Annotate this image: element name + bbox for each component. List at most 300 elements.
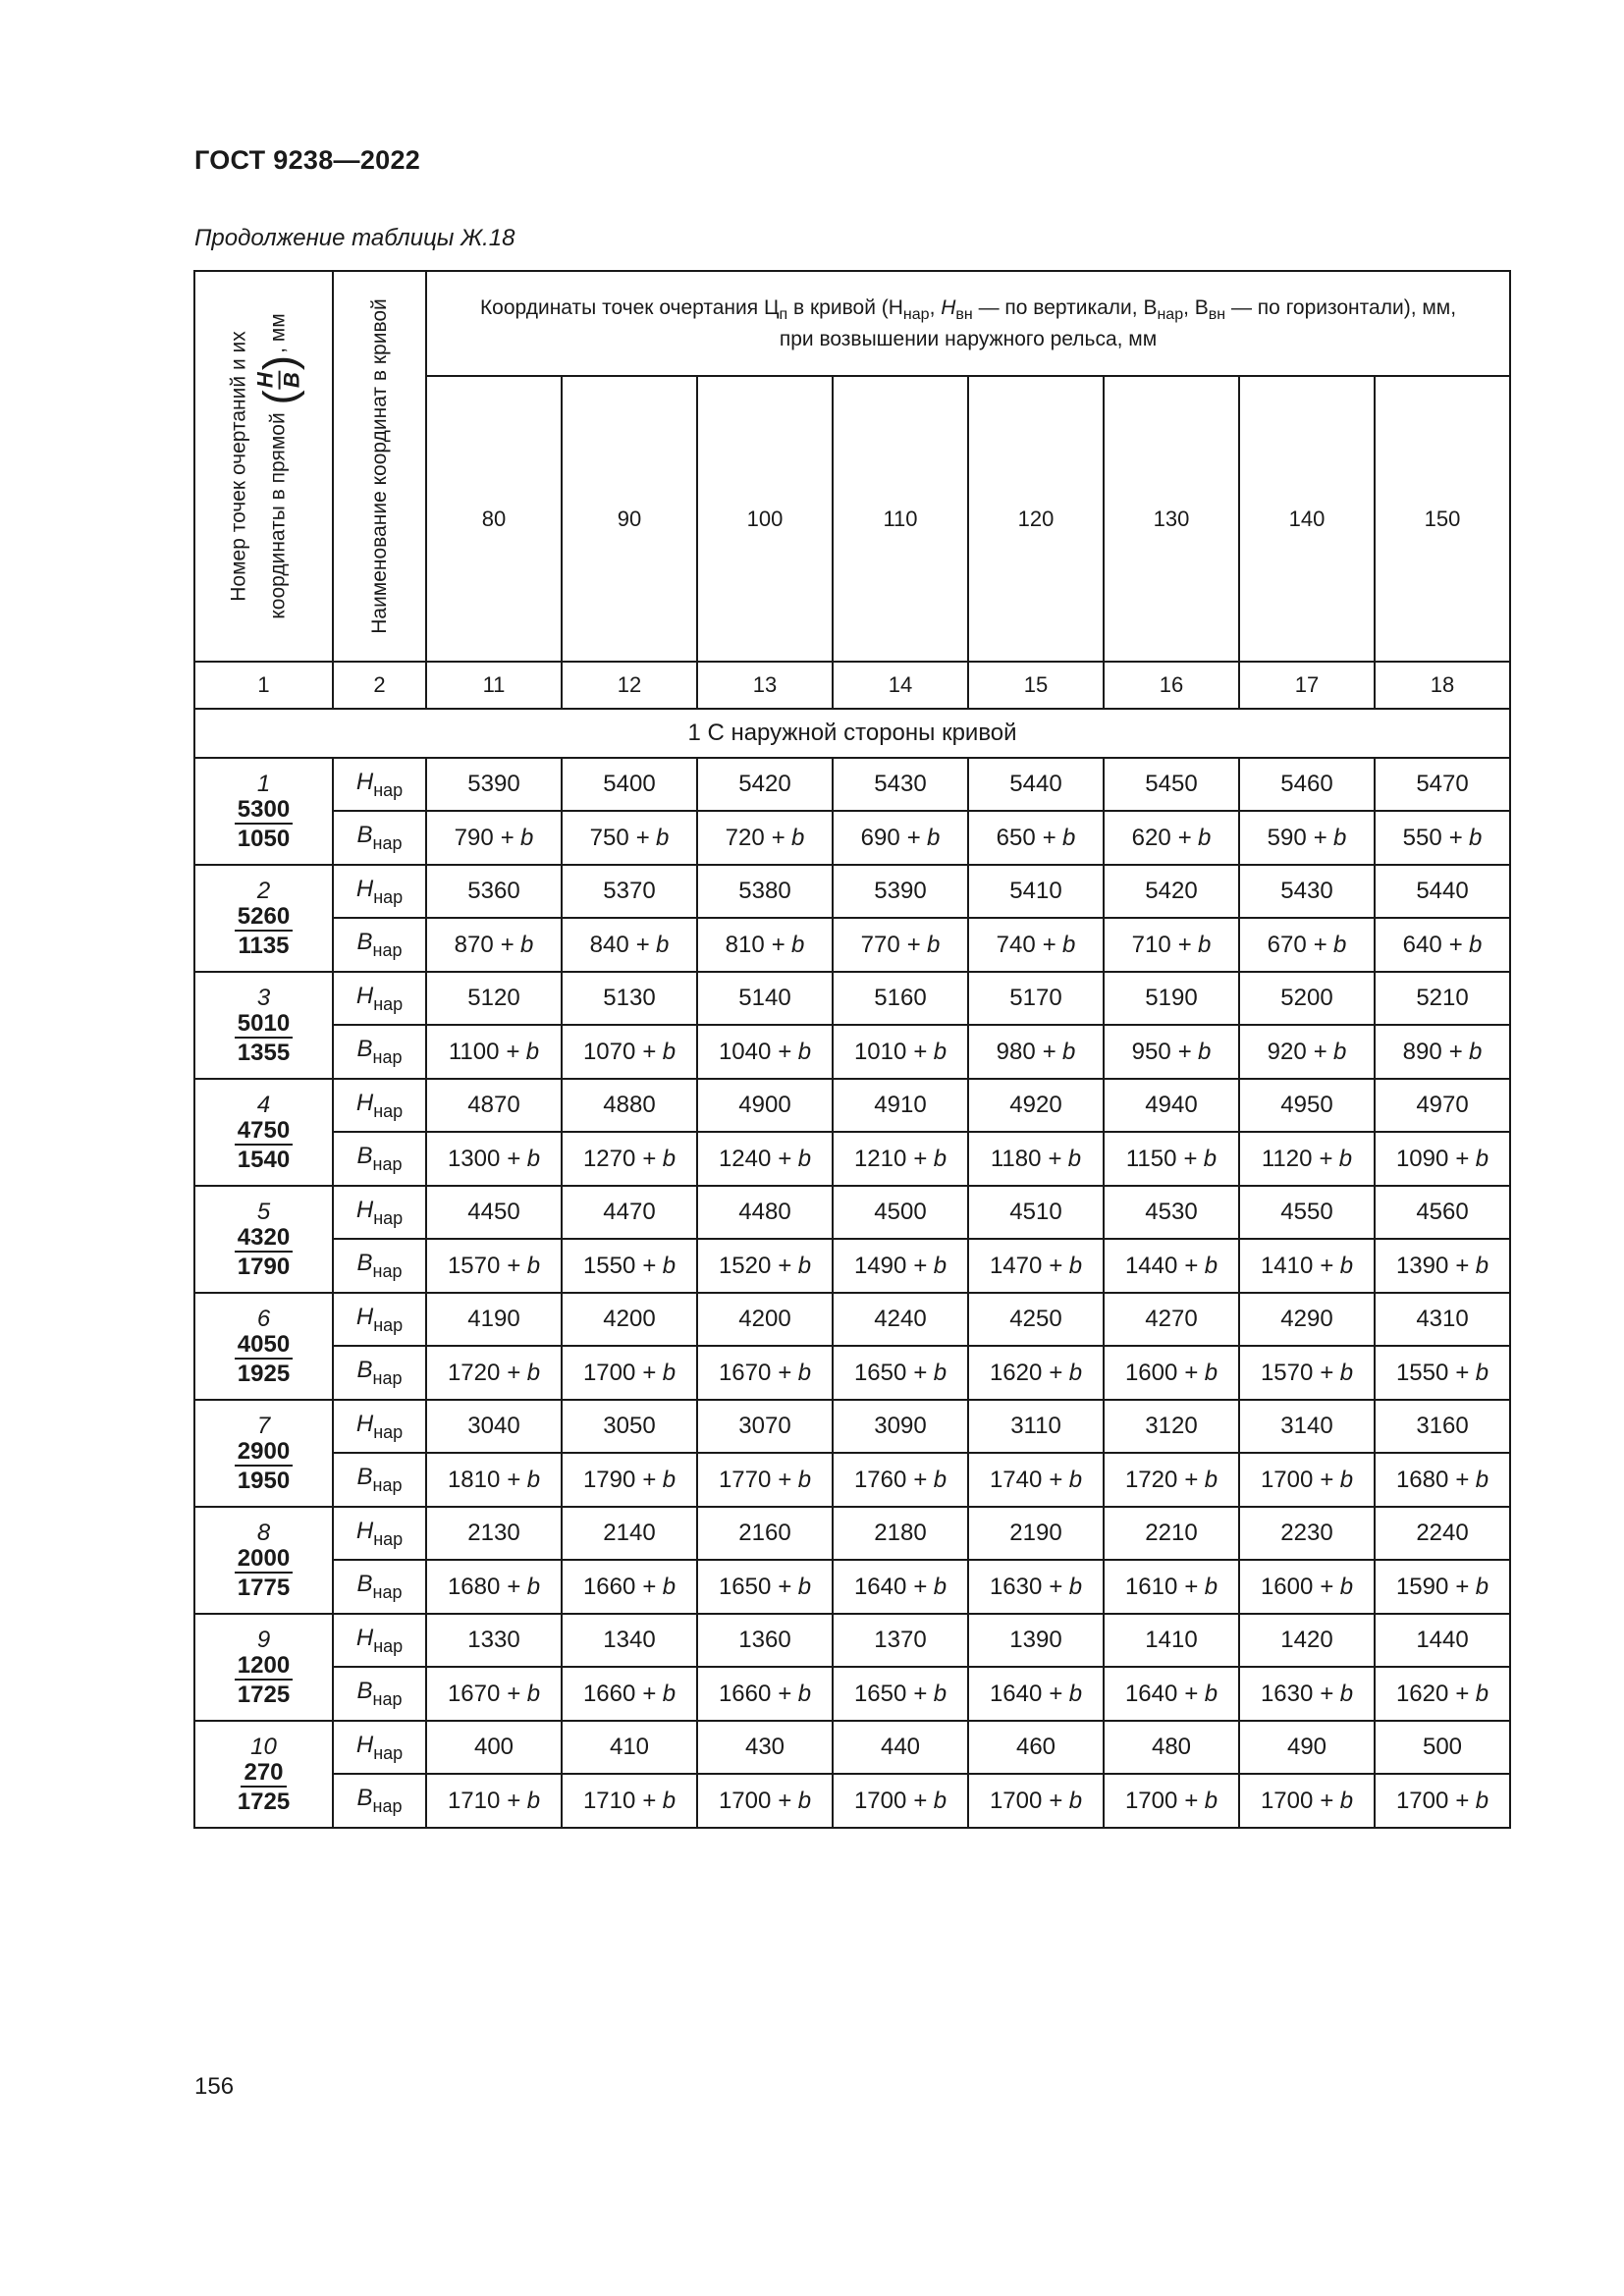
b-value: 1300	[447, 1145, 501, 1172]
b-value: 870	[454, 931, 494, 958]
plus-b: + b	[1455, 1145, 1489, 1172]
plus-b: + b	[642, 1466, 677, 1493]
coordinate-name-b	[333, 1453, 426, 1507]
b-value: 1520	[718, 1252, 772, 1279]
plus-b: + b	[1049, 1359, 1083, 1386]
plus-b: + b	[642, 1359, 677, 1386]
coordinate-name-h	[333, 1186, 426, 1239]
point-number: 6	[256, 1305, 271, 1332]
b-value: 650	[996, 824, 1036, 851]
b-value: 1620	[989, 1359, 1043, 1386]
b-value-cell	[833, 1132, 968, 1186]
column-number: 2	[333, 662, 426, 709]
coordinate-subscript: нар	[372, 1261, 403, 1282]
b-value: 1240	[718, 1145, 772, 1172]
b-value-cell	[968, 1346, 1104, 1400]
b-value: 1700	[1395, 1787, 1449, 1814]
point-straight-h: 2000	[235, 1547, 293, 1574]
b-value: 690	[860, 824, 900, 851]
plus-b: + b	[1042, 824, 1076, 851]
b-value-cell	[968, 1453, 1104, 1507]
elevation-header: 150	[1375, 376, 1510, 662]
b-value-cell	[697, 1667, 833, 1721]
coordinate-letter: Н	[355, 875, 374, 902]
plus-b: + b	[1319, 1145, 1353, 1172]
h-value-cell: 430	[697, 1721, 833, 1774]
b-value-cell	[562, 1667, 697, 1721]
h-value-cell: 1370	[833, 1614, 968, 1667]
b-value: 1720	[1124, 1466, 1178, 1493]
b-value: 1440	[1124, 1252, 1178, 1279]
plus-b: + b	[1042, 931, 1076, 958]
b-value-cell	[1104, 918, 1239, 972]
b-value-cell	[562, 1560, 697, 1614]
point-row-h	[194, 1186, 1510, 1239]
h-value-cell: 4920	[968, 1079, 1104, 1132]
h-value-cell: 4560	[1375, 1186, 1510, 1239]
point-straight-h: 270	[241, 1761, 286, 1788]
b-value-cell	[1239, 1667, 1375, 1721]
point-number: 8	[256, 1519, 271, 1546]
b-value-cell	[833, 1453, 968, 1507]
plus-b: + b	[1177, 931, 1212, 958]
coordinate-name-b	[333, 1346, 426, 1400]
b-value: 980	[996, 1038, 1036, 1065]
plus-b: + b	[1184, 1466, 1218, 1493]
b-value-cell	[562, 1025, 697, 1079]
b-value: 1590	[1395, 1573, 1449, 1600]
plus-b: + b	[1455, 1466, 1489, 1493]
column-number: 14	[833, 662, 968, 709]
b-value: 1740	[989, 1466, 1043, 1493]
point-straight-b: 1725	[237, 1681, 291, 1708]
b-value-cell	[1375, 1346, 1510, 1400]
coordinate-name-h	[333, 1614, 426, 1667]
coordinate-name-b	[333, 1132, 426, 1186]
b-value: 1720	[447, 1359, 501, 1386]
b-value: 1010	[853, 1038, 907, 1065]
coordinates-table	[193, 270, 1511, 1829]
b-value: 1390	[1395, 1252, 1449, 1279]
b-value: 1610	[1124, 1573, 1178, 1600]
coordinate-name-h	[333, 972, 426, 1025]
b-value: 1620	[1395, 1680, 1449, 1707]
b-value: 1710	[582, 1787, 636, 1814]
h-value-cell: 1340	[562, 1614, 697, 1667]
b-value: 1270	[582, 1145, 636, 1172]
coordinate-letter: Н	[355, 1089, 374, 1116]
h-value-cell: 400	[426, 1721, 562, 1774]
plus-b: + b	[778, 1680, 812, 1707]
b-value-cell	[697, 1132, 833, 1186]
b-value-cell	[697, 918, 833, 972]
header-point-number-line2: координаты в прямой ( H B ) , мм	[252, 313, 304, 619]
b-value: 1680	[447, 1573, 501, 1600]
h-value-cell: 4550	[1239, 1186, 1375, 1239]
h-value-cell: 1360	[697, 1614, 833, 1667]
plus-b: + b	[771, 931, 805, 958]
plus-b: + b	[1177, 1038, 1212, 1065]
b-value-cell	[1375, 918, 1510, 972]
point-row-h	[194, 1400, 1510, 1453]
h-value-cell: 5470	[1375, 758, 1510, 811]
b-value-cell	[697, 811, 833, 865]
h-value-cell: 2230	[1239, 1507, 1375, 1560]
b-value-cell	[1375, 811, 1510, 865]
plus-b: + b	[1455, 1252, 1489, 1279]
b-value: 1640	[1124, 1680, 1178, 1707]
plus-b: + b	[1049, 1787, 1083, 1814]
coordinate-subscript: нар	[373, 1421, 404, 1442]
b-value-cell	[426, 1132, 562, 1186]
point-straight-b: 1950	[237, 1467, 291, 1494]
b-value-cell	[833, 1667, 968, 1721]
b-value-cell	[833, 1239, 968, 1293]
plus-b: + b	[1455, 1680, 1489, 1707]
b-value: 1760	[853, 1466, 907, 1493]
h-value-cell: 2240	[1375, 1507, 1510, 1560]
b-value: 1660	[718, 1680, 772, 1707]
b-value: 590	[1267, 824, 1307, 851]
plus-b: + b	[1049, 1680, 1083, 1707]
b-value: 550	[1402, 824, 1442, 851]
plus-b: + b	[1320, 1680, 1354, 1707]
point-row-b	[194, 1453, 1510, 1507]
point-number: 3	[256, 984, 271, 1011]
coordinate-subscript: нар	[372, 1796, 403, 1817]
coordinate-name-b	[333, 811, 426, 865]
b-value: 1490	[853, 1252, 907, 1279]
point-row-b	[194, 1346, 1510, 1400]
plus-b: + b	[642, 1252, 677, 1279]
b-value-cell	[1104, 1667, 1239, 1721]
coordinate-letter: В	[356, 1571, 373, 1598]
plus-b: + b	[906, 824, 941, 851]
h-value-cell: 1330	[426, 1614, 562, 1667]
header-row-1	[194, 271, 1510, 376]
plus-b: + b	[1183, 1145, 1218, 1172]
coordinate-subscript: нар	[372, 833, 403, 854]
h-value-cell: 5400	[562, 758, 697, 811]
h-value-cell: 5460	[1239, 758, 1375, 811]
h-value-cell: 4900	[697, 1079, 833, 1132]
b-value: 1710	[447, 1787, 501, 1814]
header-group-coordinates: Координаты точек очертания $Ц_п$ в кривой ($Н_{нар}$, $Н_{вн}$ — по вертикали, $В_{нар}$, $В_{вн}$ — по горизонтали), мм, при возвышении наружного рельса, мм	[426, 271, 1510, 376]
point-row-b	[194, 811, 1510, 865]
coordinate-letter: Н	[355, 982, 374, 1009]
b-value: 1100	[448, 1038, 500, 1065]
coordinate-subscript: нар	[373, 1314, 404, 1335]
plus-b: + b	[1320, 1252, 1354, 1279]
document-title: ГОСТ 9238—2022	[194, 145, 421, 175]
header-point-number-line1: Номер точек очертаний и их	[227, 331, 250, 602]
b-value-cell	[1239, 1132, 1375, 1186]
b-value-cell	[562, 1453, 697, 1507]
coordinate-name-b	[333, 1239, 426, 1293]
b-value-cell	[1375, 1025, 1510, 1079]
plus-b: + b	[642, 1038, 677, 1065]
h-value-cell: 5430	[833, 758, 968, 811]
coordinate-subscript: нар	[373, 1207, 404, 1228]
h-value-cell: 1420	[1239, 1614, 1375, 1667]
b-value-cell	[697, 1774, 833, 1828]
b-value-cell	[968, 1774, 1104, 1828]
coordinate-letter: В	[356, 1785, 373, 1812]
h-value-cell: 480	[1104, 1721, 1239, 1774]
coordinate-letter: В	[356, 1143, 373, 1170]
h-value-cell: 5130	[562, 972, 697, 1025]
b-value: 1770	[718, 1466, 772, 1493]
b-value-cell	[562, 1132, 697, 1186]
h-value-cell: 5190	[1104, 972, 1239, 1025]
b-value-cell	[833, 1774, 968, 1828]
plus-b: + b	[778, 1038, 812, 1065]
b-value: 1090	[1395, 1145, 1449, 1172]
h-value-cell: 1440	[1375, 1614, 1510, 1667]
h-value-cell: 1390	[968, 1614, 1104, 1667]
column-numbers-row	[194, 662, 1510, 709]
h-value-cell: 500	[1375, 1721, 1510, 1774]
plus-b: + b	[913, 1359, 947, 1386]
plus-b: + b	[642, 1145, 677, 1172]
b-value-cell	[1104, 1132, 1239, 1186]
point-straight-b: 1355	[237, 1039, 291, 1066]
header-point-number	[194, 271, 333, 662]
plus-b: + b	[1313, 824, 1347, 851]
coordinate-name-h	[333, 1721, 426, 1774]
b-value: 1550	[1395, 1359, 1449, 1386]
elevation-header: 120	[968, 376, 1104, 662]
b-value: 1670	[718, 1359, 772, 1386]
coordinate-name-h	[333, 1079, 426, 1132]
b-value-cell	[1239, 1239, 1375, 1293]
point-cell	[194, 1721, 333, 1828]
point-row-h	[194, 1614, 1510, 1667]
point-row-h	[194, 972, 1510, 1025]
b-value-cell	[562, 1239, 697, 1293]
h-value-cell: 5170	[968, 972, 1104, 1025]
b-value: 1600	[1124, 1359, 1178, 1386]
coordinate-subscript: нар	[373, 1635, 404, 1656]
coordinate-letter: Н	[355, 1410, 374, 1437]
h-value-cell: 4310	[1375, 1293, 1510, 1346]
b-value: 710	[1131, 931, 1171, 958]
b-value-cell	[562, 918, 697, 972]
coordinate-name-h	[333, 1507, 426, 1560]
b-value: 750	[589, 824, 629, 851]
b-value-cell	[426, 1239, 562, 1293]
b-value-cell	[426, 1453, 562, 1507]
coordinate-subscript: нар	[373, 993, 404, 1014]
point-row-h	[194, 1293, 1510, 1346]
coordinate-letter: В	[356, 1678, 373, 1705]
coordinate-subscript: нар	[372, 940, 403, 961]
b-value-cell	[697, 1453, 833, 1507]
coordinate-letter: В	[356, 929, 373, 956]
b-value: 1570	[447, 1252, 501, 1279]
b-value-cell	[426, 811, 562, 865]
h-value-cell: 4950	[1239, 1079, 1375, 1132]
plus-b: + b	[1313, 931, 1347, 958]
plus-b: + b	[500, 931, 534, 958]
b-value: 1650	[718, 1573, 772, 1600]
plus-b: + b	[778, 1787, 812, 1814]
h-value-cell: 4250	[968, 1293, 1104, 1346]
point-row-h	[194, 865, 1510, 918]
plus-b: + b	[500, 824, 534, 851]
coordinate-letter: Н	[355, 768, 374, 795]
coordinate-letter: Н	[355, 1624, 374, 1651]
point-cell	[194, 1507, 333, 1614]
b-value: 1680	[1395, 1466, 1449, 1493]
plus-b: + b	[1320, 1359, 1354, 1386]
plus-b: + b	[1320, 1787, 1354, 1814]
b-value: 740	[996, 931, 1036, 958]
point-number: 4	[256, 1091, 271, 1118]
point-row-h	[194, 1721, 1510, 1774]
coordinate-letter: В	[356, 1464, 373, 1491]
b-value-cell	[426, 918, 562, 972]
point-row-b	[194, 1025, 1510, 1079]
b-value-cell	[833, 1346, 968, 1400]
plus-b: + b	[778, 1252, 812, 1279]
plus-b: + b	[913, 1038, 947, 1065]
h-value-cell: 410	[562, 1721, 697, 1774]
h-value-cell: 2140	[562, 1507, 697, 1560]
h-value-cell: 5410	[968, 865, 1104, 918]
point-straight-b: 1725	[237, 1788, 291, 1815]
b-value: 1180	[990, 1145, 1042, 1172]
b-value-cell	[1104, 1346, 1239, 1400]
point-cell	[194, 1186, 333, 1293]
plus-b: + b	[1455, 1359, 1489, 1386]
column-number: 13	[697, 662, 833, 709]
column-number: 1	[194, 662, 333, 709]
column-number: 15	[968, 662, 1104, 709]
point-row-h	[194, 1507, 1510, 1560]
plus-b: + b	[1049, 1252, 1083, 1279]
plus-b: + b	[913, 1466, 947, 1493]
point-row-b	[194, 1774, 1510, 1828]
b-value-cell	[426, 1025, 562, 1079]
plus-b: + b	[913, 1145, 947, 1172]
coordinate-letter: Н	[355, 1196, 374, 1223]
h-value-cell: 5420	[1104, 865, 1239, 918]
h-value-cell: 2160	[697, 1507, 833, 1560]
coordinate-subscript: нар	[373, 886, 404, 907]
b-value-cell	[426, 1560, 562, 1614]
b-value: 720	[725, 824, 765, 851]
coordinate-name-b	[333, 1774, 426, 1828]
b-value: 620	[1131, 824, 1171, 851]
section-title: 1 С наружной стороны кривой	[194, 709, 1510, 758]
plus-b: + b	[778, 1359, 812, 1386]
b-value: 1150	[1125, 1145, 1177, 1172]
b-value: 1630	[989, 1573, 1043, 1600]
coordinate-subscript: нар	[372, 1689, 403, 1710]
coordinate-name-b	[333, 1667, 426, 1721]
coordinate-subscript: нар	[372, 1368, 403, 1389]
point-straight-h: 5260	[235, 905, 293, 932]
b-value: 1700	[989, 1787, 1043, 1814]
point-cell	[194, 865, 333, 972]
b-value-cell	[562, 1774, 697, 1828]
coordinate-name-b	[333, 1560, 426, 1614]
h-value-cell: 2190	[968, 1507, 1104, 1560]
b-value-cell	[1375, 1774, 1510, 1828]
plus-b: + b	[906, 931, 941, 958]
point-straight-b: 1775	[237, 1574, 291, 1601]
h-value-cell: 4880	[562, 1079, 697, 1132]
b-value-cell	[562, 1346, 697, 1400]
h-value-cell: 4240	[833, 1293, 968, 1346]
plus-b: + b	[778, 1145, 812, 1172]
h-value-cell: 3040	[426, 1400, 562, 1453]
point-cell	[194, 1614, 333, 1721]
coordinate-subscript: нар	[373, 1100, 404, 1121]
b-value-cell	[968, 1239, 1104, 1293]
plus-b: + b	[506, 1038, 540, 1065]
coordinate-letter: Н	[355, 1731, 374, 1758]
point-row-b	[194, 1560, 1510, 1614]
b-value: 1650	[853, 1359, 907, 1386]
b-value: 1670	[447, 1680, 501, 1707]
b-value-cell	[562, 811, 697, 865]
elevation-header: 100	[697, 376, 833, 662]
h-value-cell: 4530	[1104, 1186, 1239, 1239]
plus-b: + b	[1048, 1145, 1082, 1172]
coordinate-letter: Н	[355, 1303, 374, 1330]
b-value: 1470	[989, 1252, 1043, 1279]
coordinate-subscript: нар	[372, 1047, 403, 1068]
elevation-header: 90	[562, 376, 697, 662]
point-number: 1	[256, 770, 271, 797]
b-value-cell	[426, 1774, 562, 1828]
h-value-cell: 2130	[426, 1507, 562, 1560]
plus-b: + b	[1049, 1573, 1083, 1600]
b-value-cell	[1375, 1132, 1510, 1186]
b-value: 1600	[1260, 1573, 1314, 1600]
plus-b: + b	[642, 1787, 677, 1814]
coordinate-name-h	[333, 758, 426, 811]
h-value-cell: 2210	[1104, 1507, 1239, 1560]
b-value-cell	[426, 1667, 562, 1721]
b-value: 1210	[853, 1145, 907, 1172]
plus-b: + b	[642, 1680, 677, 1707]
coordinate-subscript: нар	[373, 779, 404, 800]
coordinate-subscript: нар	[372, 1154, 403, 1175]
page-number: 156	[194, 2073, 235, 2100]
plus-b: + b	[507, 1466, 541, 1493]
h-value-cell: 460	[968, 1721, 1104, 1774]
coordinate-letter: В	[356, 822, 373, 849]
point-cell	[194, 1079, 333, 1186]
point-number: 5	[256, 1198, 271, 1225]
plus-b: + b	[1184, 1573, 1218, 1600]
elevation-header: 130	[1104, 376, 1239, 662]
h-value-cell: 3140	[1239, 1400, 1375, 1453]
plus-b: + b	[913, 1573, 947, 1600]
b-value-cell	[833, 1560, 968, 1614]
h-value-cell: 5160	[833, 972, 968, 1025]
b-value: 1660	[582, 1573, 636, 1600]
b-value: 1070	[582, 1038, 636, 1065]
plus-b: + b	[507, 1252, 541, 1279]
b-value-cell	[1375, 1453, 1510, 1507]
b-value-cell	[1104, 1774, 1239, 1828]
h-value-cell: 5420	[697, 758, 833, 811]
h-value-cell: 5360	[426, 865, 562, 918]
